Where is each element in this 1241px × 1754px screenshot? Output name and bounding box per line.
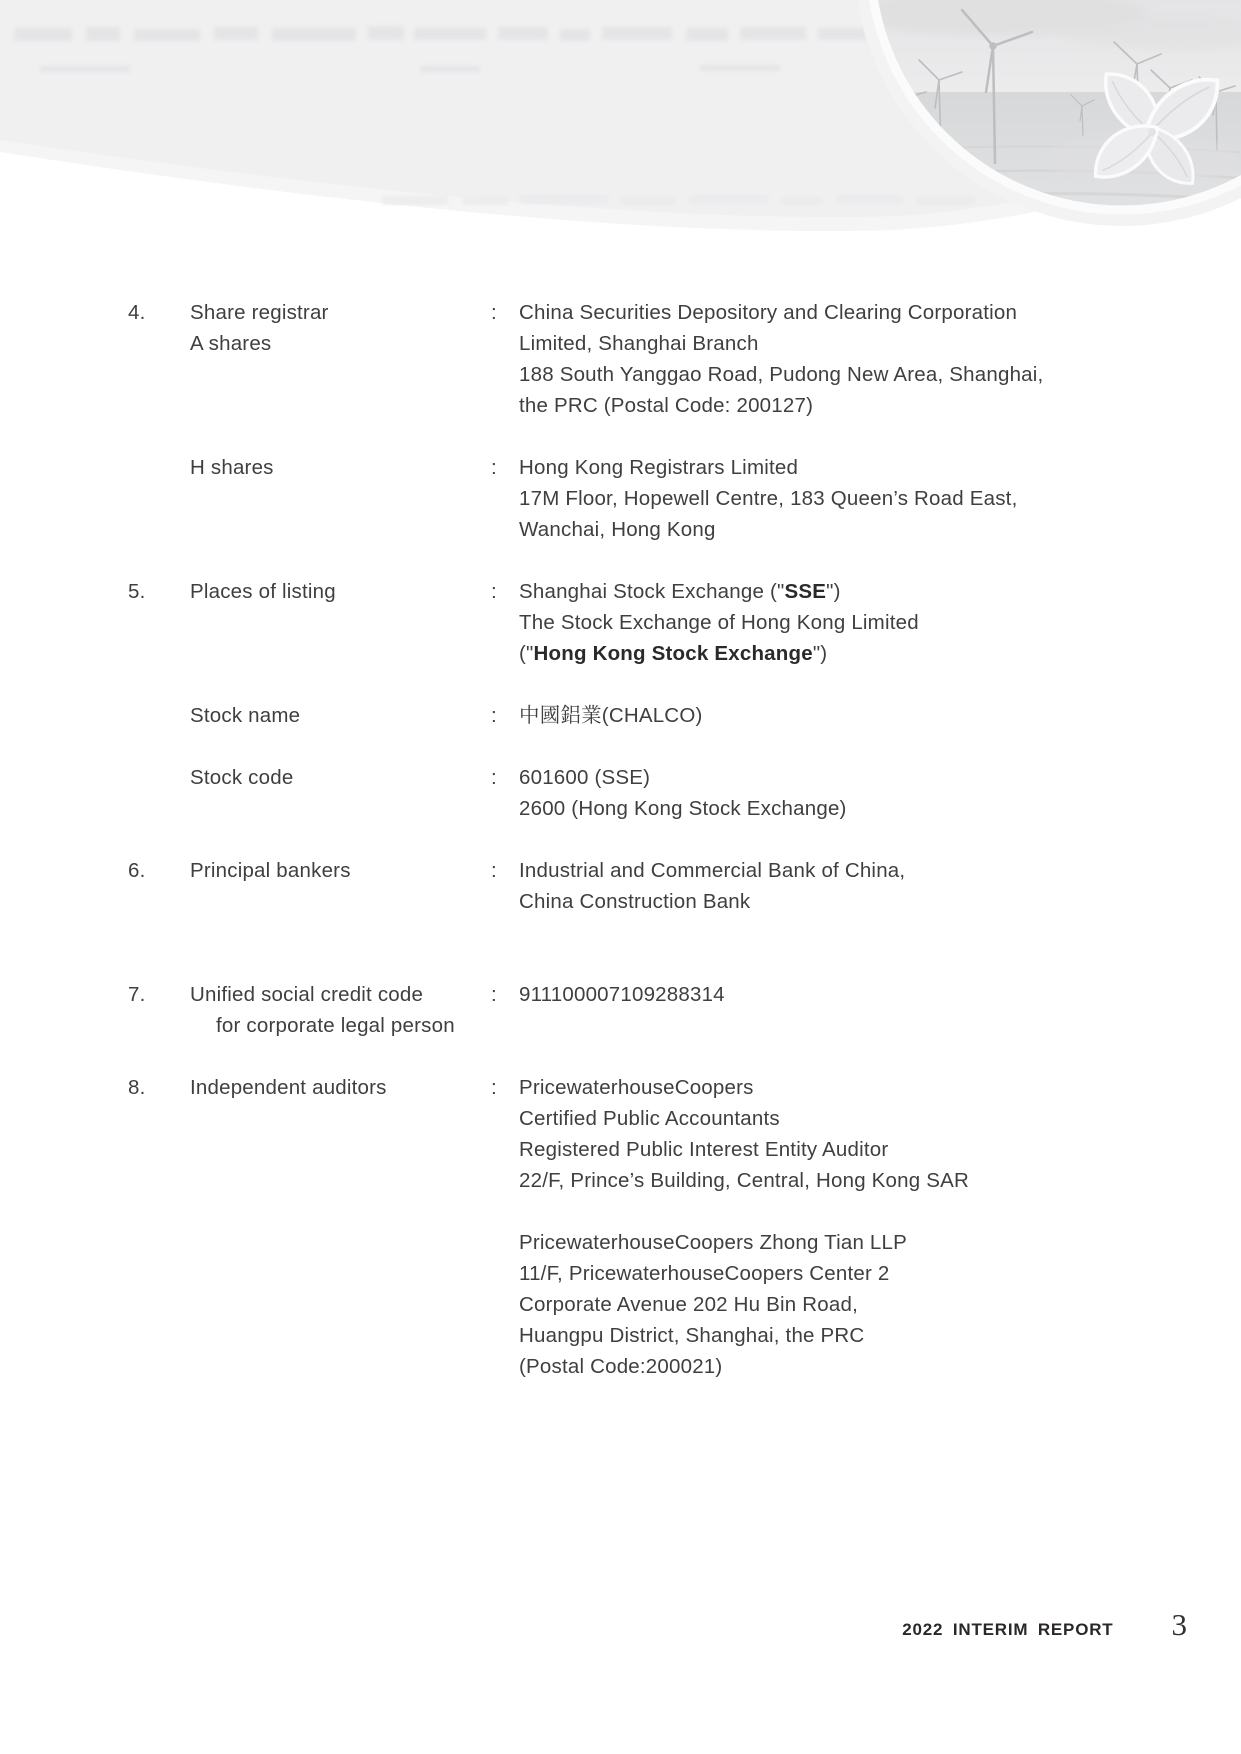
- item-value: [519, 855, 1241, 917]
- value-line: China Securities Depository and Clearing Corporation: [519, 301, 1018, 324]
- item-number: [128, 700, 190, 731]
- colon-separator: :: [491, 301, 497, 324]
- item-number: 5.: [128, 580, 146, 603]
- item-label: [190, 297, 491, 421]
- value-line: Wanchai, Hong Kong: [519, 518, 716, 541]
- value-line: Industrial and Commercial Bank of China,: [519, 859, 906, 882]
- item-label: [190, 855, 491, 917]
- item-value: [519, 1072, 1241, 1382]
- item-label: [190, 1072, 491, 1382]
- value-line: 2600 (Hong Kong Stock Exchange): [519, 797, 847, 820]
- info-row: [128, 979, 1241, 1041]
- label-line: A shares: [190, 332, 272, 355]
- item-value: [519, 700, 1241, 731]
- value-line: the PRC (Postal Code: 200127): [519, 394, 814, 417]
- label-line: Independent auditors: [190, 1076, 387, 1099]
- colon-separator: :: [491, 580, 497, 603]
- value-line: ("Hong Kong Stock Exchange"): [519, 642, 828, 665]
- item-value: [519, 452, 1241, 545]
- value-line: 911100007109288314: [519, 983, 725, 1006]
- info-item-8: [0, 1072, 1241, 1382]
- value-line: Huangpu District, Shanghai, the PRC: [519, 1324, 865, 1347]
- item-value: [519, 979, 1241, 1041]
- item-value: [519, 762, 1241, 824]
- item-number: 6.: [128, 859, 146, 882]
- page-footer: [902, 1607, 1187, 1643]
- value-line: 188 South Yanggao Road, Pudong New Area, Shanghai,: [519, 363, 1044, 386]
- report-title: 2022 INTERIM REPORT: [902, 1620, 1114, 1639]
- value-line: Hong Kong Registrars Limited: [519, 456, 799, 479]
- info-row: [128, 1072, 1241, 1382]
- info-item-7: [0, 948, 1241, 1041]
- value-line: 22/F, Prince’s Building, Central, Hong Kong SAR: [519, 1169, 970, 1192]
- item-number: [128, 452, 190, 545]
- info-item-4: [0, 297, 1241, 545]
- colon-separator: :: [491, 456, 497, 479]
- item-label: [190, 452, 491, 545]
- info-row: [128, 700, 1241, 731]
- value-line: [519, 1196, 1241, 1227]
- colon-separator: :: [491, 1076, 497, 1099]
- content-area: [0, 297, 1241, 1413]
- info-item-5: [0, 576, 1241, 824]
- value-line: China Construction Bank: [519, 890, 751, 913]
- value-line: Limited, Shanghai Branch: [519, 332, 759, 355]
- value-line: 中國鋁業(CHALCO): [519, 704, 703, 727]
- value-line: 11/F, PricewaterhouseCoopers Center 2: [519, 1262, 890, 1285]
- info-row: [128, 297, 1241, 421]
- info-row: [128, 855, 1241, 917]
- label-line: for corporate legal person: [216, 1014, 455, 1037]
- colon-separator: :: [491, 859, 497, 882]
- item-label: [190, 979, 491, 1041]
- value-line: (Postal Code:200021): [519, 1355, 723, 1378]
- label-line: Principal bankers: [190, 859, 351, 882]
- item-value: [519, 576, 1241, 669]
- item-number: 4.: [128, 301, 146, 324]
- info-row: [128, 762, 1241, 824]
- item-label: [190, 700, 491, 731]
- corporate-info-list: [0, 297, 1241, 1382]
- item-label: [190, 762, 491, 824]
- value-line: Corporate Avenue 202 Hu Bin Road,: [519, 1293, 859, 1316]
- value-line: Shanghai Stock Exchange ("SSE"): [519, 580, 841, 603]
- label-line: Stock name: [190, 704, 301, 727]
- item-label: [190, 576, 491, 669]
- header-decoration: [0, 0, 1241, 262]
- label-line: H shares: [190, 456, 274, 479]
- item-number: 8.: [128, 1076, 146, 1099]
- value-line: Certified Public Accountants: [519, 1107, 780, 1130]
- colon-separator: :: [491, 983, 497, 1006]
- value-line: The Stock Exchange of Hong Kong Limited: [519, 611, 919, 634]
- value-line: 601600 (SSE): [519, 766, 651, 789]
- info-item-6: [0, 855, 1241, 917]
- value-line: 17M Floor, Hopewell Centre, 183 Queen’s Road East,: [519, 487, 1018, 510]
- info-row: [128, 452, 1241, 545]
- item-number: 7.: [128, 983, 146, 1006]
- label-line: Stock code: [190, 766, 294, 789]
- label-line: Share registrar: [190, 301, 329, 324]
- item-number: [128, 762, 190, 824]
- page-header: [0, 0, 1241, 262]
- item-value: [519, 297, 1241, 421]
- label-line: Unified social credit code: [190, 983, 424, 1006]
- colon-separator: :: [491, 704, 497, 727]
- label-line: Places of listing: [190, 580, 336, 603]
- info-row: [128, 576, 1241, 669]
- page-number: 3: [1171, 1607, 1187, 1642]
- value-line: PricewaterhouseCoopers Zhong Tian LLP: [519, 1231, 908, 1254]
- value-line: Registered Public Interest Entity Auditor: [519, 1138, 889, 1161]
- value-line: PricewaterhouseCoopers: [519, 1076, 754, 1099]
- colon-separator: :: [491, 766, 497, 789]
